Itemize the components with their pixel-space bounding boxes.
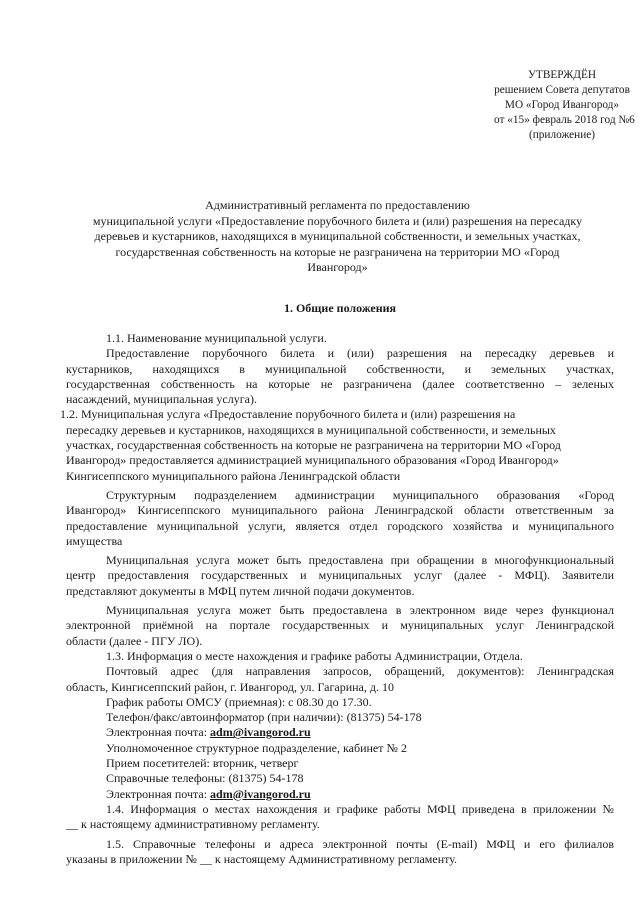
approval-date: от «15» февраль 2018 год №6 [494, 114, 635, 126]
approval-stamp [460, 68, 635, 143]
paragraph-line: государственная собственность на которые не разграничена (далее соответственно – зеленых [66, 376, 614, 391]
approval-appendix: (приложение) [528, 129, 596, 141]
approval-decision: решением Совета депутатов [494, 84, 630, 96]
paragraph-line: Муниципальная услуга может быть предоставлена при обращении в многофункциональный [106, 553, 614, 568]
paragraph-line: График работы ОМСУ (приемная): с 08.30 до 17.30. [106, 694, 372, 709]
approval-municipality: МО «Город Ивангород» [504, 99, 620, 111]
paragraph-line: указаны в приложении № __ к настоящему Административному регламенту. [66, 851, 458, 866]
paragraph-line: центр предоставления государственных и муниципальных услуг (далее - МФЦ). Заявители [66, 568, 614, 583]
paragraph-line: Справочные телефоны: (81375) 54-178 [106, 771, 304, 786]
document-title [60, 198, 615, 276]
paragraph-line: насаждений, муниципальная услуга). [66, 392, 257, 407]
document-body [60, 331, 614, 867]
paragraph-line: электронной приёмной на портале государственных и муниципальных услуг Ленинградской [66, 618, 614, 633]
paragraph-line: представляют документы в МФЦ путем личной подачи документов. [66, 583, 415, 598]
title-line: муниципальной услуги «Предоставление порубочного билета и (или) разрешения на пересадку [92, 213, 583, 228]
paragraph-line: Структурным подразделением администрации муниципального образования «Город [106, 487, 614, 502]
section-heading: 1. Общие положения [283, 301, 397, 315]
paragraph-line: области (далее - ПГУ ЛО). [66, 633, 203, 648]
email-label: Электронная почта: [106, 725, 211, 740]
paragraph-line: Муниципальная услуга может быть предоставлена в электронном виде через функционал [106, 603, 614, 618]
email-label: Электронная почта: [106, 786, 211, 801]
title-line: деревьев и кустарников, находящихся в муниципальной собственности, и земельных участках, [94, 229, 581, 243]
title-line: государственная собственность на которые не разграничена на территории МО «Город [115, 244, 560, 259]
paragraph-line: участках, государственная собственность на которые не разграничена на территории МО «Город [66, 438, 561, 453]
paragraph-line: 1.5. Справочные телефоны и адреса электронной почты (E-mail) МФЦ и его филиалов [106, 836, 614, 851]
paragraph-line: предоставление муниципальной услуги, является отдел городского хозяйства и муниципального [66, 518, 614, 533]
paragraph-line: Ивангород» предоставляется администрацией муниципального образования «Город Ивангород» [66, 453, 559, 468]
approval-title: УТВЕРЖДЁН [527, 69, 597, 81]
paragraph-line: 1.3. Информация о месте нахождения и графике работы Администрации, Отдела. [106, 648, 523, 663]
paragraph-line: 1.1. Наименование муниципальной услуги. [106, 331, 327, 345]
paragraph-line: Телефон/факс/автоинформатор (при наличии): (81375) 54-178 [106, 710, 422, 725]
paragraph-line: область, Кингисеппский район, г. Ивангород, ул. Гагарина, д. 10 [66, 679, 394, 694]
email-line [66, 787, 614, 802]
paragraph-line: 1.2. Муниципальная услуга «Предоставление порубочного билета и (или) разрешения на [60, 407, 516, 422]
email-line [66, 725, 614, 740]
paragraph-line: __ к настоящему административному регламенту. [66, 817, 320, 832]
paragraph-line: Уполномоченное структурное подразделение, кабинет № 2 [106, 740, 407, 755]
paragraph-line: имущества [66, 533, 123, 548]
paragraph-line: Кингисеппского муниципального района Ленинградской области [66, 468, 401, 483]
email-link[interactable]: adm@ivangorod.ru [210, 786, 311, 801]
paragraph-line: Предоставление порубочного билета и (или) разрешения на пересадку деревьев и [106, 346, 614, 361]
paragraph-line: Ивангород» Кингисеппского муниципального района Ленинградской области ответственным за [66, 503, 614, 518]
title-line: Административный регламента по предоставлению [205, 198, 470, 212]
paragraph-line: Почтовый адрес (для направления запросов, обращений, документов): Ленинградская [106, 664, 614, 679]
paragraph-line: 1.4. Информация о местах нахождения и графике работы МФЦ приведена в приложении № [106, 801, 614, 816]
paragraph-line: кустарников, находящихся в муниципальной собственности, и земельных участках, [66, 361, 614, 376]
title-line: Ивангород» [307, 260, 368, 274]
email-link[interactable]: adm@ivangorod.ru [210, 725, 311, 740]
paragraph-line: Прием посетителей: вторник, четверг [106, 756, 299, 771]
paragraph-line: пересадку деревьев и кустарников, находящихся в муниципальной собственности, и земельных [66, 422, 556, 437]
